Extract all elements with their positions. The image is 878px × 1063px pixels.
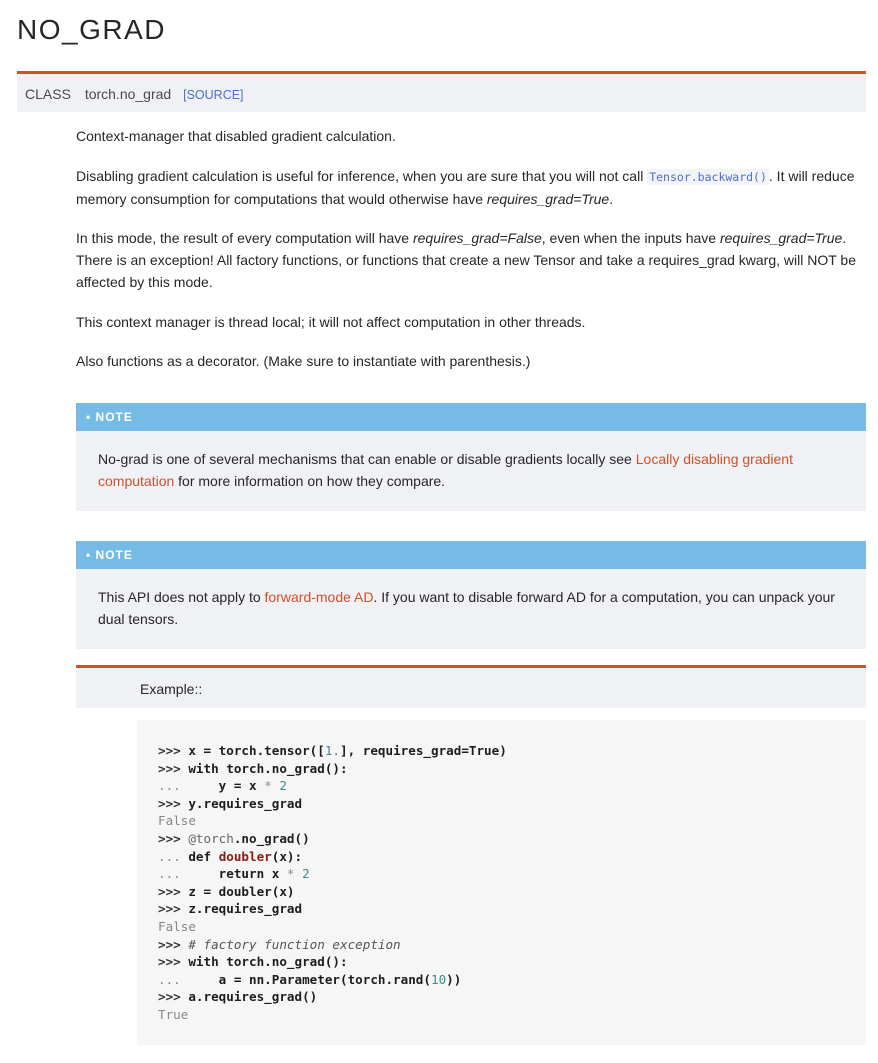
- text: . There is an exception! All factory functions, or functions that create a new Tensor and take a requires_grad kwarg, will NOT be affected by this mode.: [76, 230, 857, 290]
- code-token: ...: [158, 848, 189, 864]
- paragraph-5: Also functions as a decorator. (Make sure to instantiate with parenthesis.): [76, 353, 531, 369]
- code-token: False: [158, 918, 196, 934]
- text: .: [609, 191, 614, 207]
- code-token: @torch: [188, 830, 234, 846]
- text: requires_grad=True: [486, 191, 610, 207]
- code-token: 2: [302, 866, 310, 882]
- code-token: def: [188, 848, 219, 864]
- note-box: [76, 541, 866, 649]
- example-header: [76, 665, 866, 708]
- code-line: [158, 936, 866, 954]
- text: Disabling gradient calculation is useful for inference, when you are sure that you will not call: [76, 168, 648, 184]
- source-link[interactable]: [SOURCE]: [183, 88, 244, 102]
- class-keyword: CLASS: [25, 86, 71, 102]
- code-token: ...: [158, 778, 219, 794]
- code-token: >>>: [158, 954, 189, 970]
- forward-mode-ad-link[interactable]: forward-mode AD: [264, 589, 374, 605]
- code-token: ...: [158, 866, 219, 882]
- text: , even when the inputs have: [541, 230, 720, 246]
- code-token: >>>: [158, 989, 189, 1005]
- code-line: [158, 865, 866, 883]
- text: for more information on how they compare.: [174, 473, 446, 489]
- paragraph-3: [76, 227, 866, 293]
- code-token: z = doubler(x): [188, 883, 295, 899]
- code-token: 1.: [324, 743, 340, 758]
- code-token: )): [446, 971, 462, 987]
- text: requires_grad=True: [719, 230, 843, 246]
- note-body: [76, 569, 866, 647]
- code-token: >>>: [158, 760, 189, 776]
- code-line: [158, 830, 866, 848]
- class-signature: [17, 71, 866, 112]
- code-line: [158, 760, 866, 778]
- code-line: [158, 900, 866, 918]
- class-name: torch.no_grad: [84, 86, 172, 102]
- code-line: [158, 883, 866, 901]
- note-header: • NOTE: [76, 403, 866, 431]
- code-token: >>>: [158, 901, 189, 917]
- code-token: 10: [430, 971, 447, 987]
- text: . If you want to disable forward AD for a computation, you can unpack your dual tensors.: [98, 589, 835, 627]
- code-token: False: [158, 813, 196, 829]
- locally-disabling-gradient-link[interactable]: Locally disabling gradient computation: [98, 451, 793, 489]
- code-line: [158, 988, 866, 1006]
- text: No-grad is one of several mechanisms that can enable or disable gradients locally see: [98, 451, 636, 467]
- code-token: (x):: [271, 848, 303, 864]
- code-line: [158, 777, 866, 795]
- code-token: y.requires_grad: [188, 795, 303, 811]
- code-token: with torch.no_grad():: [188, 760, 348, 776]
- page-title: NO_GRAD: [17, 14, 166, 45]
- code-line: [158, 795, 866, 813]
- code-token: ...: [158, 971, 219, 987]
- code-token: *: [264, 778, 272, 794]
- code-line: [158, 812, 866, 830]
- code-token: z.requires_grad: [188, 901, 303, 917]
- paragraph-4: This context manager is thread local; it will not affect computation in other threads.: [76, 314, 586, 330]
- code-line: [158, 742, 866, 760]
- code-block: [137, 720, 866, 1045]
- code-line: [158, 918, 866, 936]
- paragraph-1: Context-manager that disabled gradient calculation.: [76, 128, 396, 144]
- code-line: [158, 953, 866, 971]
- code-token: >>>: [158, 743, 189, 758]
- code-token: doubler: [218, 848, 272, 864]
- code-token: [295, 866, 303, 881]
- example-label: Example::: [140, 681, 203, 697]
- text: In this mode, the result of every computation will have: [76, 230, 413, 246]
- code-line: [158, 1006, 866, 1024]
- code-token: with torch.no_grad():: [188, 954, 348, 970]
- note-body: [76, 431, 866, 509]
- note-box: [76, 403, 866, 511]
- code-token: a.requires_grad(): [188, 989, 318, 1005]
- code-token: x = torch.tensor([: [188, 743, 325, 758]
- code-token: .no_grad(): [233, 830, 310, 846]
- text: . It will reduce memory consumption for computations that would otherwise have: [76, 168, 855, 207]
- code-token: >>>: [158, 936, 189, 952]
- text: This API does not apply to: [98, 589, 265, 605]
- code-token: ], requires_grad=True): [340, 743, 507, 758]
- code-token: return x: [218, 866, 287, 882]
- code-token: a = nn.Parameter(torch.rand(: [218, 971, 431, 987]
- code-token: >>>: [158, 883, 189, 899]
- code-token: 2: [279, 778, 287, 794]
- code-line: [158, 971, 866, 989]
- code-token: *: [286, 866, 295, 882]
- code-token: >>>: [158, 795, 189, 811]
- code-line: [158, 848, 866, 866]
- code-token: # factory function exception: [188, 936, 401, 952]
- note-header: • NOTE: [76, 541, 866, 569]
- code-token: y = x: [218, 778, 265, 794]
- code-token: >>>: [158, 830, 189, 846]
- paragraph-2: [76, 165, 866, 210]
- tensor-backward-link[interactable]: Tensor.backward(): [649, 170, 767, 184]
- text: requires_grad=False: [412, 230, 542, 246]
- code-token: True: [158, 1006, 189, 1022]
